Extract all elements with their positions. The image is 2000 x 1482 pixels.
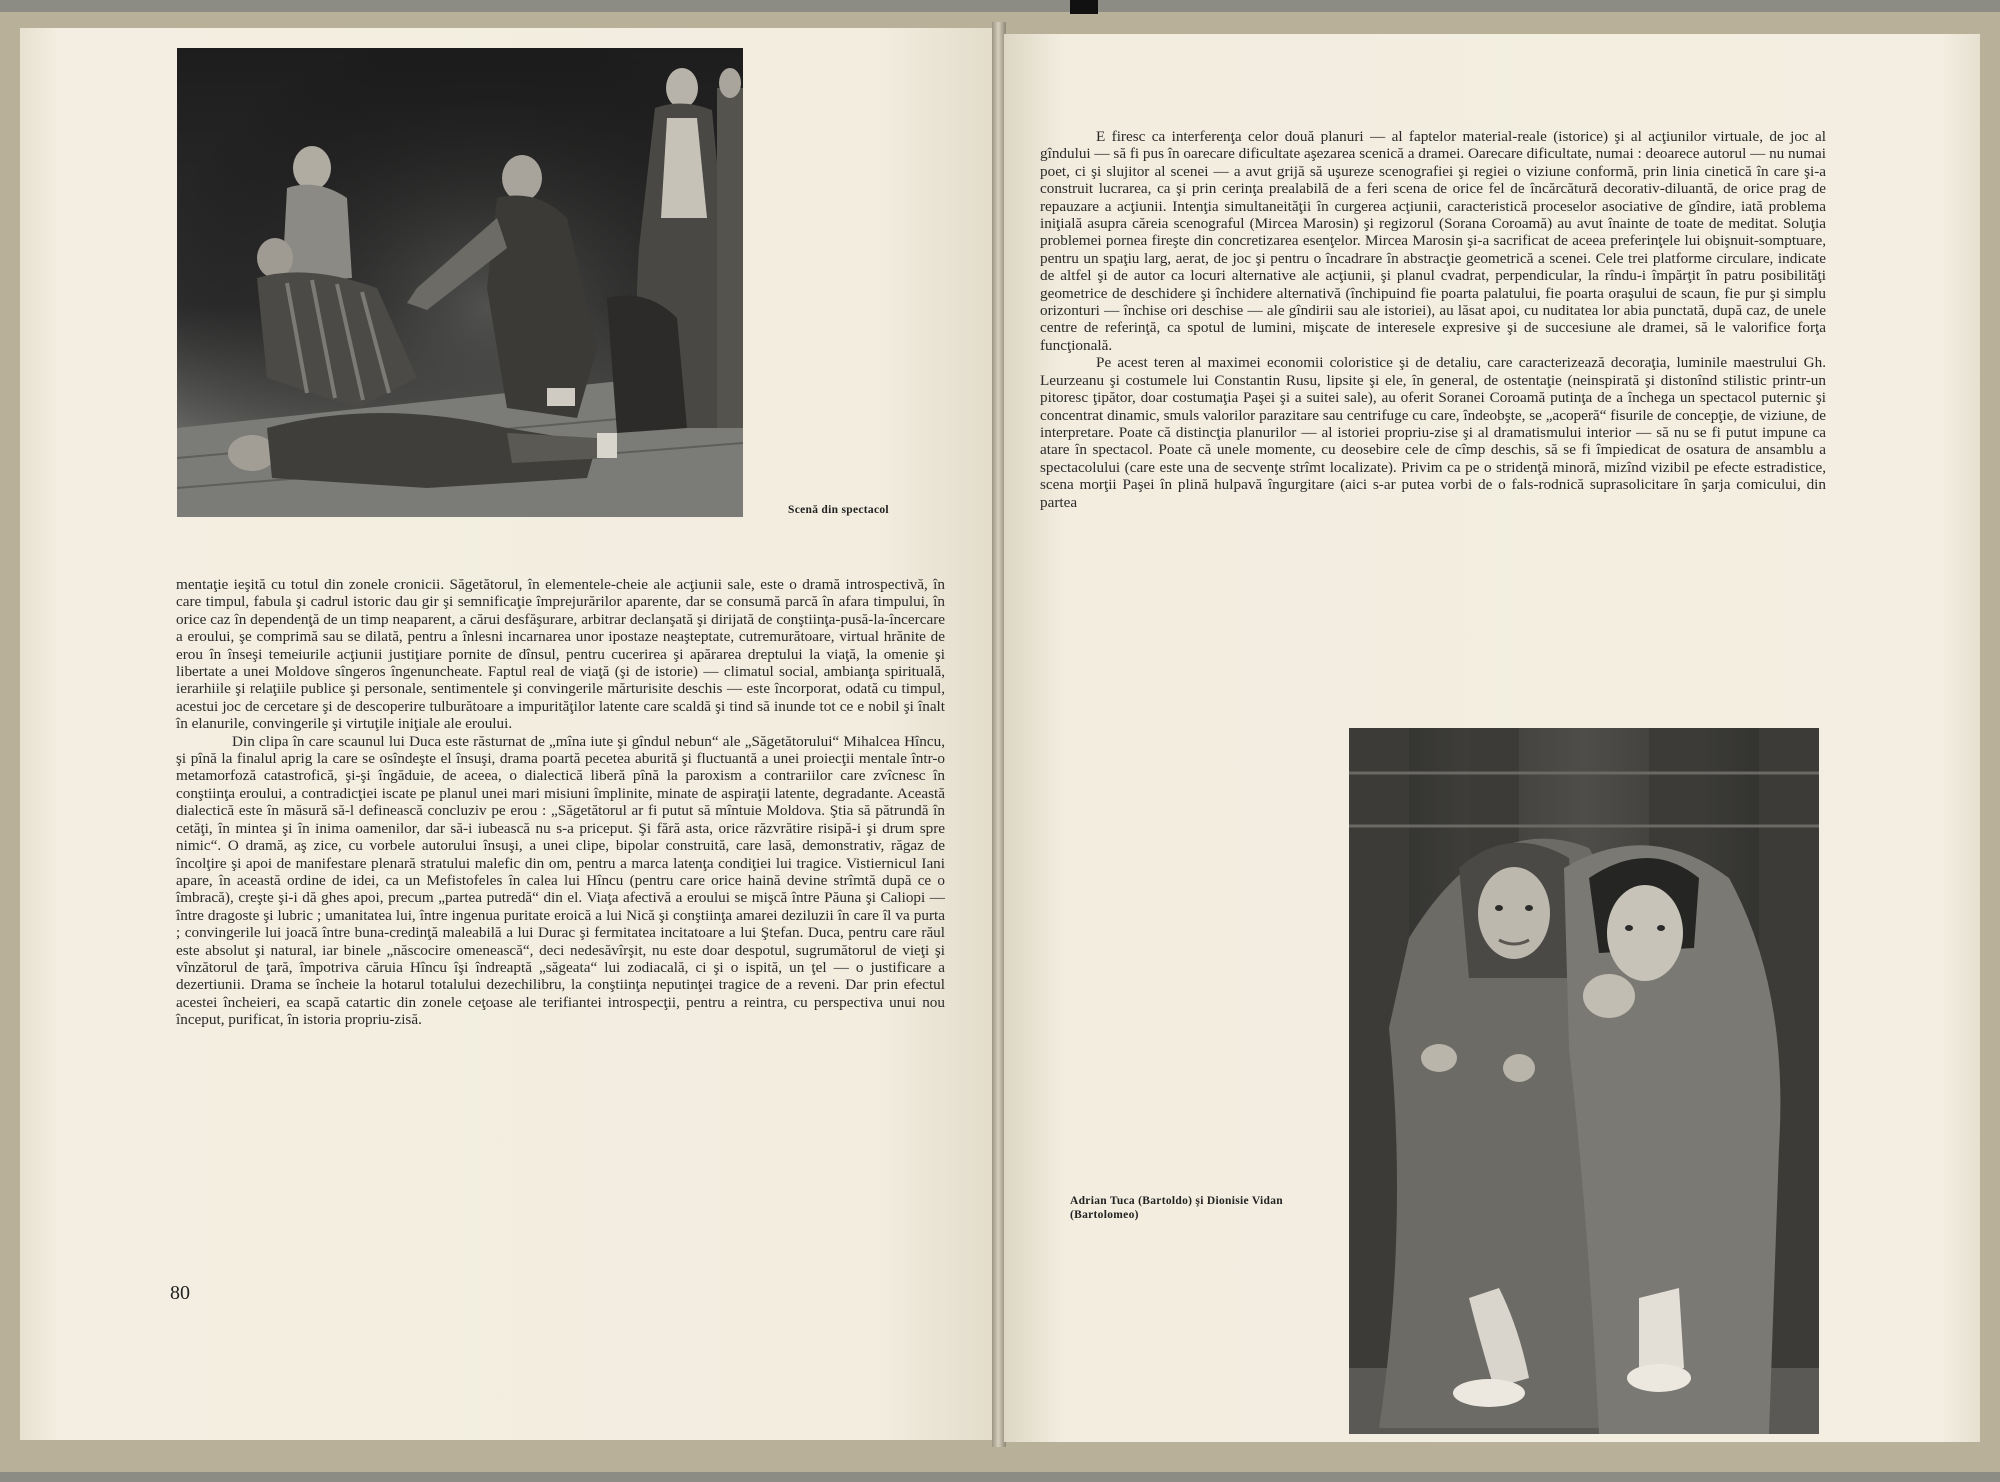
paragraph: Pe acest teren al maximei economii coloristice şi de detaliu, care caracterizează decoraţia, luminile maestrului Gh. Leurzeanu şi costumele lui Constantin Rusu, lipsite şi ele, în general, de ostentaţie (neinspirată şi distonînd stilistic printr-un pitoresc ţipător, doar costumaţia Paşei şi a suitei sale), au oferit Soranei Coroamă putinţa de a închega un spectacol puternic şi concentrat dinamic, smuls valorilor parazitare sau centrifuge cu care, îndeobşte, se „acoperă“ fisurile de concepţie, de viziune, de interpretare. Poate că distincţia planurilor — al istoriei propriu-zise şi al dramatismului interior — să nu se fi putut impune ca atare în spectacol. Poate că unele momente, cu deosebire cele de cîmp deschis, să se fi împiedicat de osatura de ansamblu a spectacolului (care este una de secvenţe strîmt localizate). Privim ca pe o stridenţă minoră, mizînd vizibil pe efecte estradistice, scena morţii Paşei în plină hulpavă îngurgitare (aici s-ar putea vorbi de o fals-rodnică suprasolicitare în şarja comicului, din partea xyxy=(1040,354,1826,511)
stage-scene-photo xyxy=(177,48,743,517)
paragraph: mentaţie ieşită cu totul din zonele cronicii. Săgetătorul, în elementele-cheie ale acţiunii sale, este o dramă introspectivă, în care timpul, fabula şi cadrul istoric dau gir şi semnificaţie împrejurărilor aparente, dar se consumă parcă în afara timpului, în orice caz în dependenţă de un timp neaparent, a cărui desfăşurare, arbitrar declanşată şi dirijată de conştiinţa-pusă-la-încercare a eroului, şe comprimă sau se dilată, pentru a înlesni incarnarea unor ipostaze neaşteptate, cutremurătoare, virtual hrănite de erou în înseşi temeiurile acţiunii justiţiare pornite de dînsul, pentru cucerirea şi apărarea dreptului la viaţă, la omenie şi libertate a unei Moldove sîngeros îngenuncheate. Faptul real de viaţă (şi de istorie) — climatul social, ambianţa spirituală, ierarhiile şi relaţiile publice şi personale, sentimentele şi convingerile mărturisite deschis — este încorporat, odată cu timpul, acestui joc de cercetare şi de descoperire tulburătoare a impurităţilor latente care scaldă şi tind să inunde tot ce e nobil şi înalt în elanurile, convingerile şi virtuţile iniţiale ale eroului. xyxy=(176,576,945,733)
scan-mark xyxy=(1070,0,1098,14)
stage-scene-caption: Scenă din spectacol xyxy=(788,504,889,516)
left-page xyxy=(20,28,994,1440)
paragraph: E firesc ca interferenţa celor două planuri — al faptelor material-reale (istorice) şi al acţiunilor virtuale, de joc al gîndului — să fi pus în oarecare dificultate aşezarea scenică a dramei. Oarecare dificultate, numai : deoarece autorul — nu numai poet, ci şi slujitor al scenei — a avut grijă să uşureze scenografiei şi regiei o viziune conformă, prin linia cinetică în care şi-a construit lucrarea, ca şi prin cerinţa prealabilă de a feri scena de orice fel de încărcătură decorativ-diluantă, de orice prag de repauzare a acţiunii. Intenţia simultaneităţii în curgerea acţiunii, caracteristică proceselor asociative de gîndire, iată problema iniţială asupra căreia scenograful (Mircea Marosin) şi regizorul (Sorana Coroamă) au avut înainte de toate de meditat. Soluţia problemei pornea fireşte din concretizarea esenţelor. Mircea Marosin şi-a sacrificat de aceea preferinţele lui obişnuit-somptuare, pentru un spaţiu larg, aerat, de joc şi pentru o încadrare în abstracţie geometrică a scenei. Cele trei platforme circulare, indicate de altfel şi de autor ca locuri alternative ale acţiunii, şi planul cvadrat, perpendicular, la rîndu-i împărţit în patru posibilităţi geometrice de deschidere şi închidere alternativă (închipuind fie poarta palatului, fie poarta oraşului de scaun, fie pur şi simplu orizonturi — închise ori deschise — ale gîndirii sau ale istoriei), au lăsat apoi, cu nuditatea lor abia punctată, după caz, de unele centre de referinţă, ca spotul de lumini, mişcate de interesele expresive şi de succesiune ale dramei, să le valorifice forţa funcţională. xyxy=(1040,128,1827,354)
page-number: 80 xyxy=(170,1282,190,1304)
stage-scene-image xyxy=(177,48,743,517)
paragraph: Din clipa în care scaunul lui Duca este răsturnat de „mîna iute şi gîndul nebun“ ale „Săgetătorului“ Mihalcea Hîncu, şi pînă la finalul aprig la care se osîndeşte el însuşi, drama poartă pecetea aburită şi fluctuantă a unei proiecţii mentale într-o metamorfoză catastrofică, şi-şi îngăduie, de aceea, o dialectică liberă pînă la paroxism a contrariilor care zvîcnesc în conştiinţa eroului, a contradicţiei iscate pe planul unei mari misiuni împlinite, minate de aspiraţii latente, degradante. Această dialectică este în măsură să-l definească concluziv pe erou : „Săgetătorul ar fi putut să mîntuie Moldova. Ştia să pătrundă în cetăţi, în mintea şi în inima oamenilor, dar să-i iubească nu s-a priceput. Şi fără asta, orice răzvrătire risipă-i şi drum spre nimic“. O dramă, aş zice, cu vorbele autorului însuşi, a unei clipe, bipolar construită, care lasă, demonstrativ, răgaz de încolţire şi apoi de manifestare plenară stratului malefic din om, pentru a marca latenţa condiţiei lui tragice. Vistiernicul Iani apare, în această ordine de idei, ca un Mefistofeles în calea lui Hîncu (pentru care orice haină devine strîmtă după ce o îmbracă), creşte şi-i dă ghes apoi, precum „partea putredă“ din el. Viaţa afectivă a eroului se mişcă între Păuna şi Caliopi — între dragoste şi lubric ; umanitatea lui, între ingenua puritate eroică a lui Nică şi conştiinţa amarei deziluzii în care îl va purta ; convingerile lui joacă între buna-credinţă maleabilă a lui Durac şi fermitatea incitatoare a lui Ştefan. Duca, pentru care răul este absolut şi natural, iar binele „născocire omenească“, deci nedesăvîrşit, nu este doar despotul, sugrumătorul de vieţi şi vînzătorul de ţară, împotriva căruia Hîncu îşi îndreaptă „săgeata“ lui zodiacală, ci şi o ispită, un ţel — o justificare a dezertiunii. Drama se încheie la hotarul totalului dezechilibru, la conştiinţa neputinţei tragice de a reveni. Dar prin efectul acestei încheieri, ea scapă catartic din zonele ceţoase ale terifiantei introspecţii, pentru a reintra, cu perspectiva unui nou început, purificat, în istoria propriu-zisă. xyxy=(176,732,945,1029)
actors-photo xyxy=(1349,728,1819,1434)
left-page-text xyxy=(176,576,945,1029)
actors-photo-caption: Adrian Tuca (Bartoldo) şi Dionisie Vidan (Bartolomeo) xyxy=(1070,1195,1283,1221)
right-page xyxy=(1004,34,1980,1442)
right-page-text xyxy=(1040,128,1826,511)
actors-image xyxy=(1349,728,1819,1434)
